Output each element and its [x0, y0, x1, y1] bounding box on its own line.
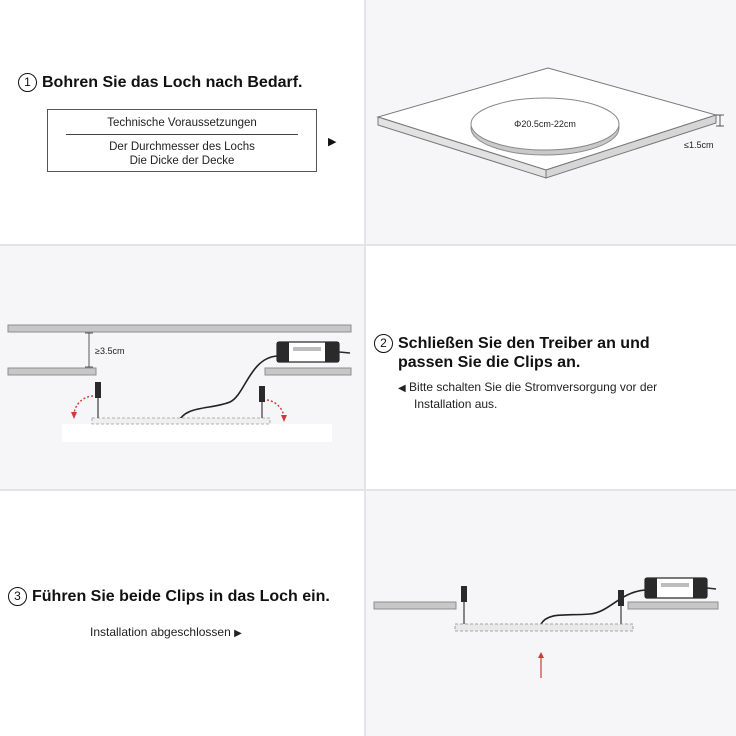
spring-clip-left [461, 586, 467, 624]
led-driver-icon [645, 578, 716, 598]
step2-note-line2: Installation aus. [414, 397, 498, 411]
arrow-right-icon: ▶ [328, 136, 337, 148]
ceiling-slab-left [374, 602, 456, 609]
arrow-left-icon: ◀ [398, 383, 406, 394]
requirements-heading: Technische Voraussetzungen [107, 117, 257, 129]
step3-title-text: Führen Sie beide Clips in das Loch ein. [32, 588, 330, 605]
step2-number: 2 [374, 334, 393, 353]
step1-title-text: Bohren Sie das Loch nach Bedarf. [42, 74, 303, 91]
hole-diameter-label: Φ20.5cm-22cm [514, 119, 576, 129]
step1-number: 1 [18, 73, 37, 92]
ceiling-slab-right [628, 602, 718, 609]
led-panel-light [455, 624, 633, 631]
requirement-hole-diameter: Der Durchmesser des Lochs [109, 141, 255, 153]
gap-label: ≥3.5cm [95, 346, 125, 356]
ceiling-thickness-label: ≤1.5cm [684, 140, 714, 150]
arrow-right-icon: ▶ [234, 628, 242, 639]
requirement-ceiling-thickness: Die Dicke der Decke [129, 155, 235, 167]
step3-number: 3 [8, 587, 27, 606]
installation-complete-text: Installation abgeschlossen [90, 625, 231, 639]
step2-note-line1: Bitte schalten Sie die Stromversorgung vor der [409, 380, 658, 394]
spring-clip-right [618, 590, 624, 624]
step2-title-line1: Schließen Sie den Treiber an und [398, 335, 650, 352]
step2-title-line2: passen Sie die Clips an. [398, 354, 581, 371]
